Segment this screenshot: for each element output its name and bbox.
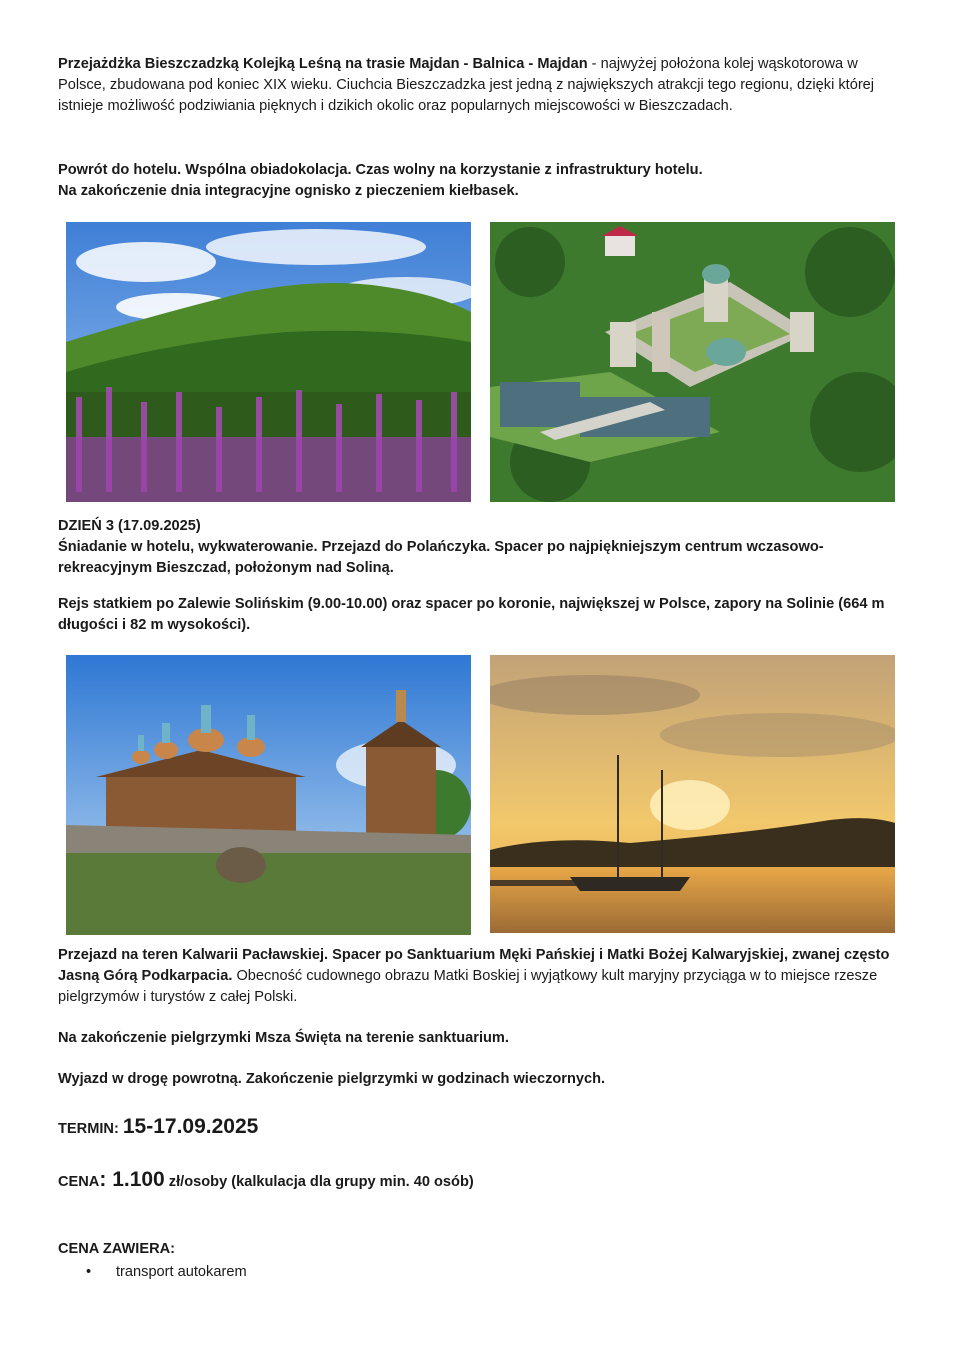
cena-colon: : <box>99 1168 113 1191</box>
photo-mountain-meadow <box>66 222 471 502</box>
kalwaria-text: Obecność cudownego obrazu Matki Boskiej i wyjątkowy kult maryjny przyciąga w to miejsce rzesze pielgrzymów i turystów z całej Polski. <box>58 968 878 1005</box>
photo-lake-sunset <box>490 655 895 933</box>
termin-label: TERMIN: <box>58 1121 123 1137</box>
photo-wooden-church <box>66 655 471 935</box>
cena-rest: zł/osoby (kalkulacja dla grupy min. 40 osób) <box>164 1174 474 1190</box>
return-line-2: Na zakończenie dnia integracyjne ognisko z pieczeniem kiełbasek. <box>58 183 519 199</box>
kalwaria-paragraph <box>58 945 903 1008</box>
list-item-text: transport autokarem <box>116 1264 247 1280</box>
intro-text: - najwyżej położona kolej wąskotorowa w Polsce, zbudowana pod koniec XIX wieku. Ciuchcia Bieszczadzka jest jedną z największych atrakcji tego regionu, dzięki której istnieje możliwość podziwiania pięknych i dzikich okolic oraz popularnych miejscowości w Bieszczadach. <box>58 56 875 114</box>
photo-castle-aerial <box>490 222 895 502</box>
mass-text: Na zakończenie pielgrzymki Msza Święta na terenie sanktuarium. <box>58 1030 509 1046</box>
cena-value: 1.100 <box>112 1168 165 1191</box>
intro-paragraph <box>58 54 903 117</box>
departure-text: Wyjazd w drogę powrotną. Zakończenie pielgrzymki w godzinach wieczornych. <box>58 1071 606 1087</box>
cena-line <box>58 1165 903 1197</box>
includes-heading: CENA ZAWIERA: <box>58 1241 176 1257</box>
return-line-1: Powrót do hotelu. Wspólna obiadokolacja. Czas wolny na korzystanie z infrastruktury hotelu. <box>58 162 703 178</box>
intro-bold: Przejażdżka Bieszczadzką Kolejką Leśną na trasie Majdan - Balnica - Majdan <box>58 56 588 72</box>
day3-heading: DZIEŃ 3 (17.09.2025) <box>58 518 201 534</box>
termin-value: 15-17.09.2025 <box>122 1115 259 1138</box>
kalwaria-bold: Przejazd na teren Kalwarii Pacławskiej. Spacer po Sanktuarium Męki Pańskiej i Matki Bożej Kalwaryjskiej, zwanej często Jasną Górą Podkarpacia. <box>58 947 890 984</box>
list-item <box>86 1262 247 1283</box>
day3-text: Śniadanie w hotelu, wykwaterowanie. Przejazd do Polańczyka. Spacer po najpiękniejszym centrum wczasowo-rekreacyjnym Bieszczad, położonym nad Soliną. <box>58 539 824 576</box>
day3-cruise: Rejs statkiem po Zalewie Solińskim (9.00-10.00) oraz spacer po koronie, największej w Polsce, zapory na Solinie (664 m długości i 82 m wysokości). <box>58 596 885 633</box>
termin-line <box>58 1112 903 1144</box>
bullet-icon: • <box>86 1264 92 1280</box>
cena-label: CENA <box>58 1174 100 1190</box>
